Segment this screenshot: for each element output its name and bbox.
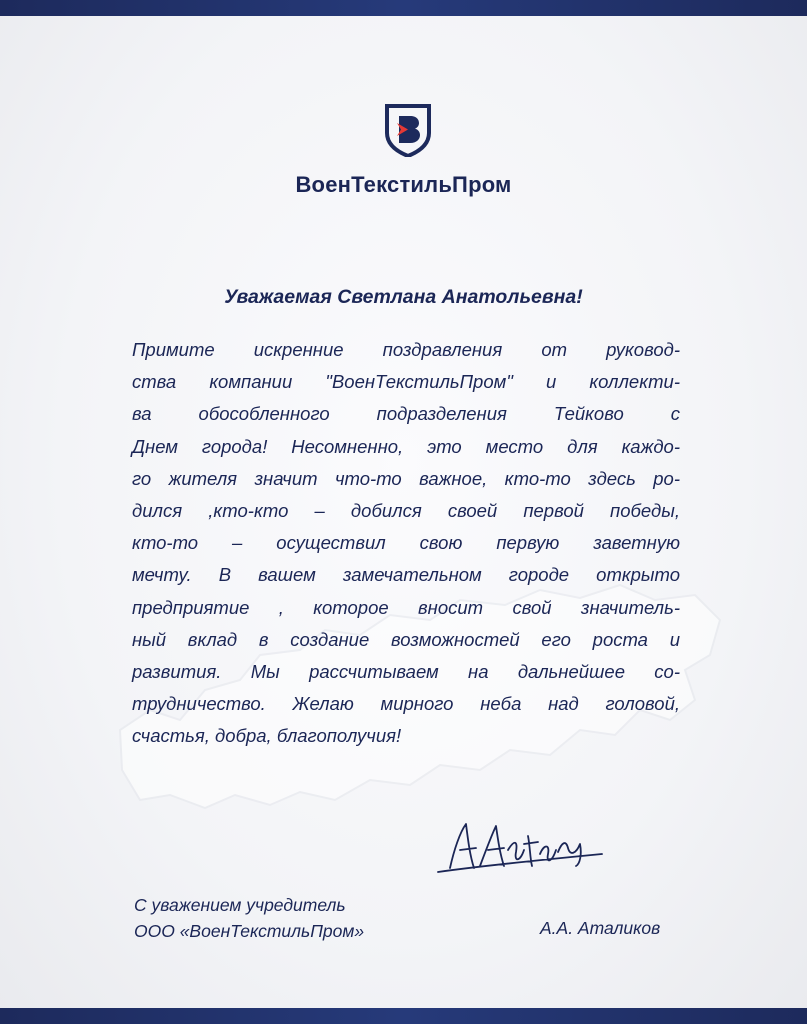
closing-block <box>134 892 364 944</box>
letter-body <box>132 334 680 753</box>
body-line: ный вклад в создание возможностей его роста и <box>132 628 680 650</box>
body-line: трудничество. Желаю мирного неба над головой, <box>132 693 680 715</box>
handwritten-signature <box>430 810 605 880</box>
body-line: развития. Мы рассчитываем на дальнейшее со- <box>132 661 680 683</box>
top-border-band <box>0 0 807 16</box>
body-line: Примите искренние поздравления от руковод- <box>132 339 680 360</box>
body-line: кто-то – осуществил свою первую заветную <box>132 532 680 554</box>
body-line: Днем города! Несомненно, это место для каждо- <box>132 435 680 457</box>
bottom-border-band <box>0 1008 807 1024</box>
body-line: ва обособленного подразделения Тейково с <box>132 403 680 425</box>
body-line: мечту. В вашем замечательном городе открыто <box>132 564 680 586</box>
closing-line-company: ООО «ВоенТекстильПром» <box>134 921 365 941</box>
body-line: счастья, добра, благополучия! <box>132 725 402 747</box>
brand-name: ВоенТекстильПром <box>295 172 512 197</box>
signer-name: А.А. Аталиков <box>540 918 661 938</box>
shield-letter-b-logo-icon <box>384 103 432 157</box>
body-line: дился ,кто-кто – добился своей первой победы, <box>132 500 680 522</box>
letter-greeting: Уважаемая Светлана Анатольевна! <box>224 286 583 308</box>
body-line: го жителя значит что-то важное, кто-то здесь ро- <box>132 467 680 489</box>
body-line: ства компании "ВоенТекстильПром" и коллекти- <box>132 371 680 393</box>
body-line: предприятие , которое вносит свой значитель- <box>132 596 680 618</box>
closing-line-title: С уважением учредитель <box>134 895 346 915</box>
